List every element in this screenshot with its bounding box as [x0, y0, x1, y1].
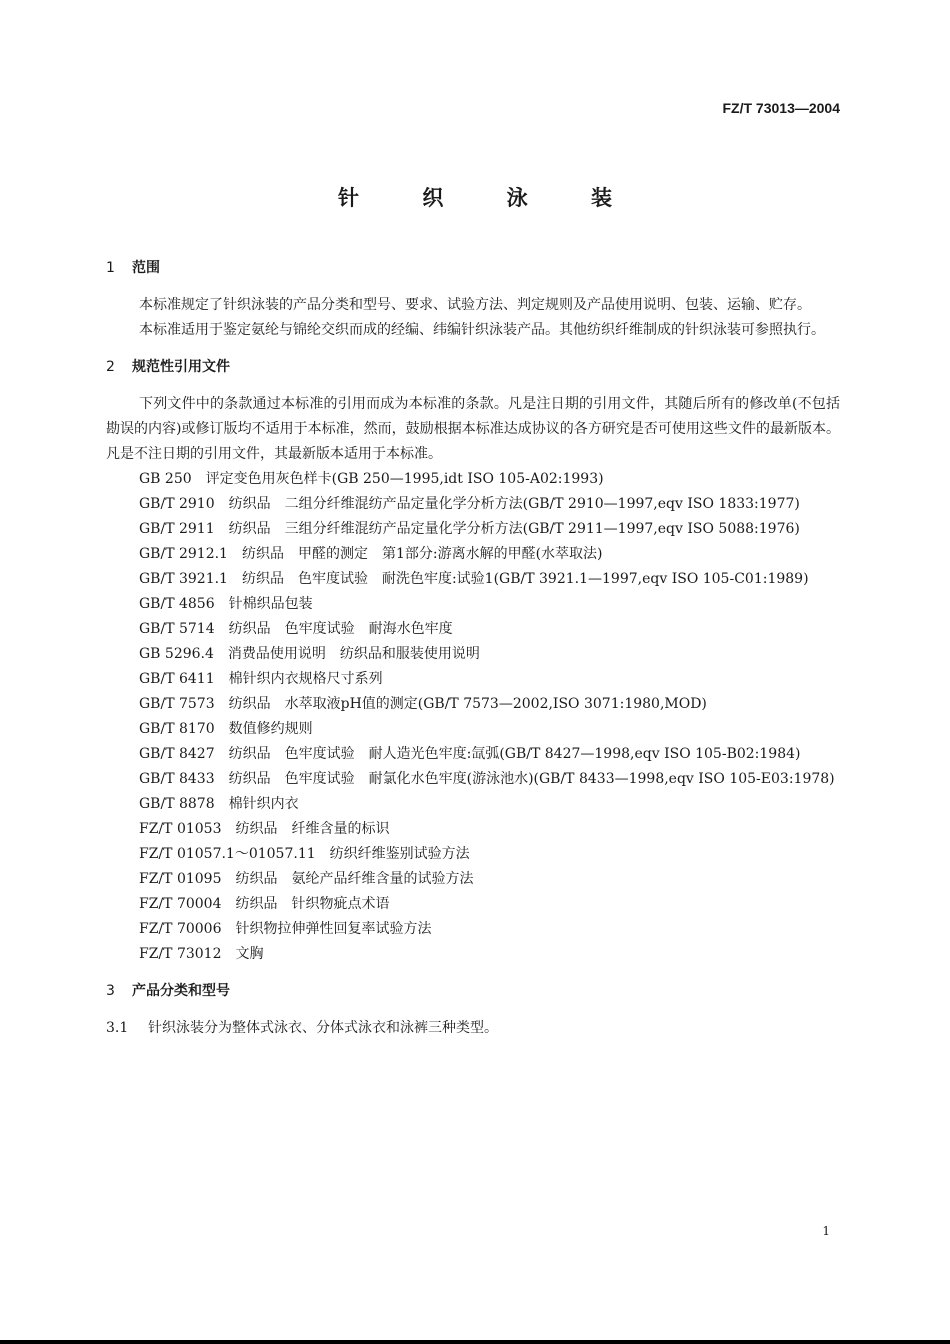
reference-item: FZ/T 70006 针织物拉伸弹性回复率试验方法	[139, 921, 432, 937]
reference-item: GB/T 5714 纺织品 色牢度试验 耐海水色牢度	[139, 621, 453, 637]
clause-text: 针织泳装分为整体式泳衣、分体式泳衣和泳裤三种类型。	[148, 1020, 498, 1036]
page-bottom-border	[0, 1340, 950, 1344]
reference-list	[106, 467, 840, 967]
reference-item: GB/T 2911 纺织品 三组分纤维混纺产品定量化学分析方法(GB/T 2911—1997,eqv ISO 5088:1976)	[139, 521, 800, 537]
reference-item: GB/T 8433 纺织品 色牢度试验 耐氯化水色牢度(游泳池水)(GB/T 8433—1998,eqv ISO 105-E03:1978)	[139, 771, 835, 787]
standard-code: FZ/T 73013—2004	[722, 100, 840, 116]
section-number: 3	[106, 983, 115, 999]
section-number: 1	[106, 260, 115, 276]
references-intro: 下列文件中的条款通过本标准的引用而成为本标准的条款。凡是注日期的引用文件，其随后所有的修改单(不包括勘误的内容)或修订版均不适用于本标准，然而，鼓励根据本标准达成协议的各方研究是否可使用这些文件的最新版本。凡是不注日期的引用文件，其最新版本适用于本标准。	[106, 396, 840, 462]
reference-item: GB/T 4856 针棉织品包装	[139, 596, 313, 612]
document-title: 针 织 泳 装	[338, 186, 640, 210]
reference-item: GB/T 3921.1 纺织品 色牢度试验 耐洗色牢度:试验1(GB/T 3921.1—1997,eqv ISO 105-C01:1989)	[139, 571, 809, 587]
clause-3-1	[106, 1016, 840, 1041]
reference-item: GB/T 7573 纺织品 水萃取液pH值的测定(GB/T 7573—2002,ISO 3071:1980,MOD)	[139, 696, 707, 712]
section-number: 2	[106, 359, 115, 375]
section-title: 产品分类和型号	[132, 983, 230, 999]
reference-item: GB/T 6411 棉针织内衣规格尺寸系列	[139, 671, 383, 687]
reference-item: GB/T 8427 纺织品 色牢度试验 耐人造光色牢度:氙弧(GB/T 8427—1998,eqv ISO 105-B02:1984)	[139, 746, 801, 762]
scope-paragraph: 本标准适用于鉴定氨纶与锦纶交织而成的经编、纬编针织泳装产品。其他纺织纤维制成的针织泳装可参照执行。	[139, 322, 825, 338]
section-title: 范围	[132, 260, 160, 276]
reference-item: GB/T 2910 纺织品 二组分纤维混纺产品定量化学分析方法(GB/T 2910—1997,eqv ISO 1833:1977)	[139, 496, 800, 512]
page-number: 1	[822, 1224, 830, 1238]
reference-item: GB/T 8170 数值修约规则	[139, 721, 313, 737]
reference-item: FZ/T 70004 纺织品 针织物疵点术语	[139, 896, 390, 912]
scope-paragraph: 本标准规定了针织泳装的产品分类和型号、要求、试验方法、判定规则及产品使用说明、包装、运输、贮存。	[139, 297, 811, 313]
section-2-heading	[106, 355, 840, 380]
reference-item: FZ/T 01057.1～01057.11 纺织纤维鉴别试验方法	[139, 846, 470, 862]
section-title: 规范性引用文件	[132, 359, 230, 375]
reference-item: FZ/T 73012 文胸	[139, 946, 264, 962]
reference-item: GB 250 评定变色用灰色样卡(GB 250—1995,idt ISO 105-A02:1993)	[139, 471, 604, 487]
section-1-heading	[106, 256, 840, 281]
reference-item: GB/T 2912.1 纺织品 甲醛的测定 第1部分:游离水解的甲醛(水萃取法)	[139, 546, 603, 562]
reference-item: FZ/T 01095 纺织品 氨纶产品纤维含量的试验方法	[139, 871, 474, 887]
reference-item: FZ/T 01053 纺织品 纤维含量的标识	[139, 821, 390, 837]
reference-item: GB 5296.4 消费品使用说明 纺织品和服装使用说明	[139, 646, 480, 662]
document-body	[106, 254, 840, 1041]
reference-item: GB/T 8878 棉针织内衣	[139, 796, 299, 812]
clause-number: 3.1	[106, 1020, 129, 1036]
section-3-heading	[106, 979, 840, 1004]
